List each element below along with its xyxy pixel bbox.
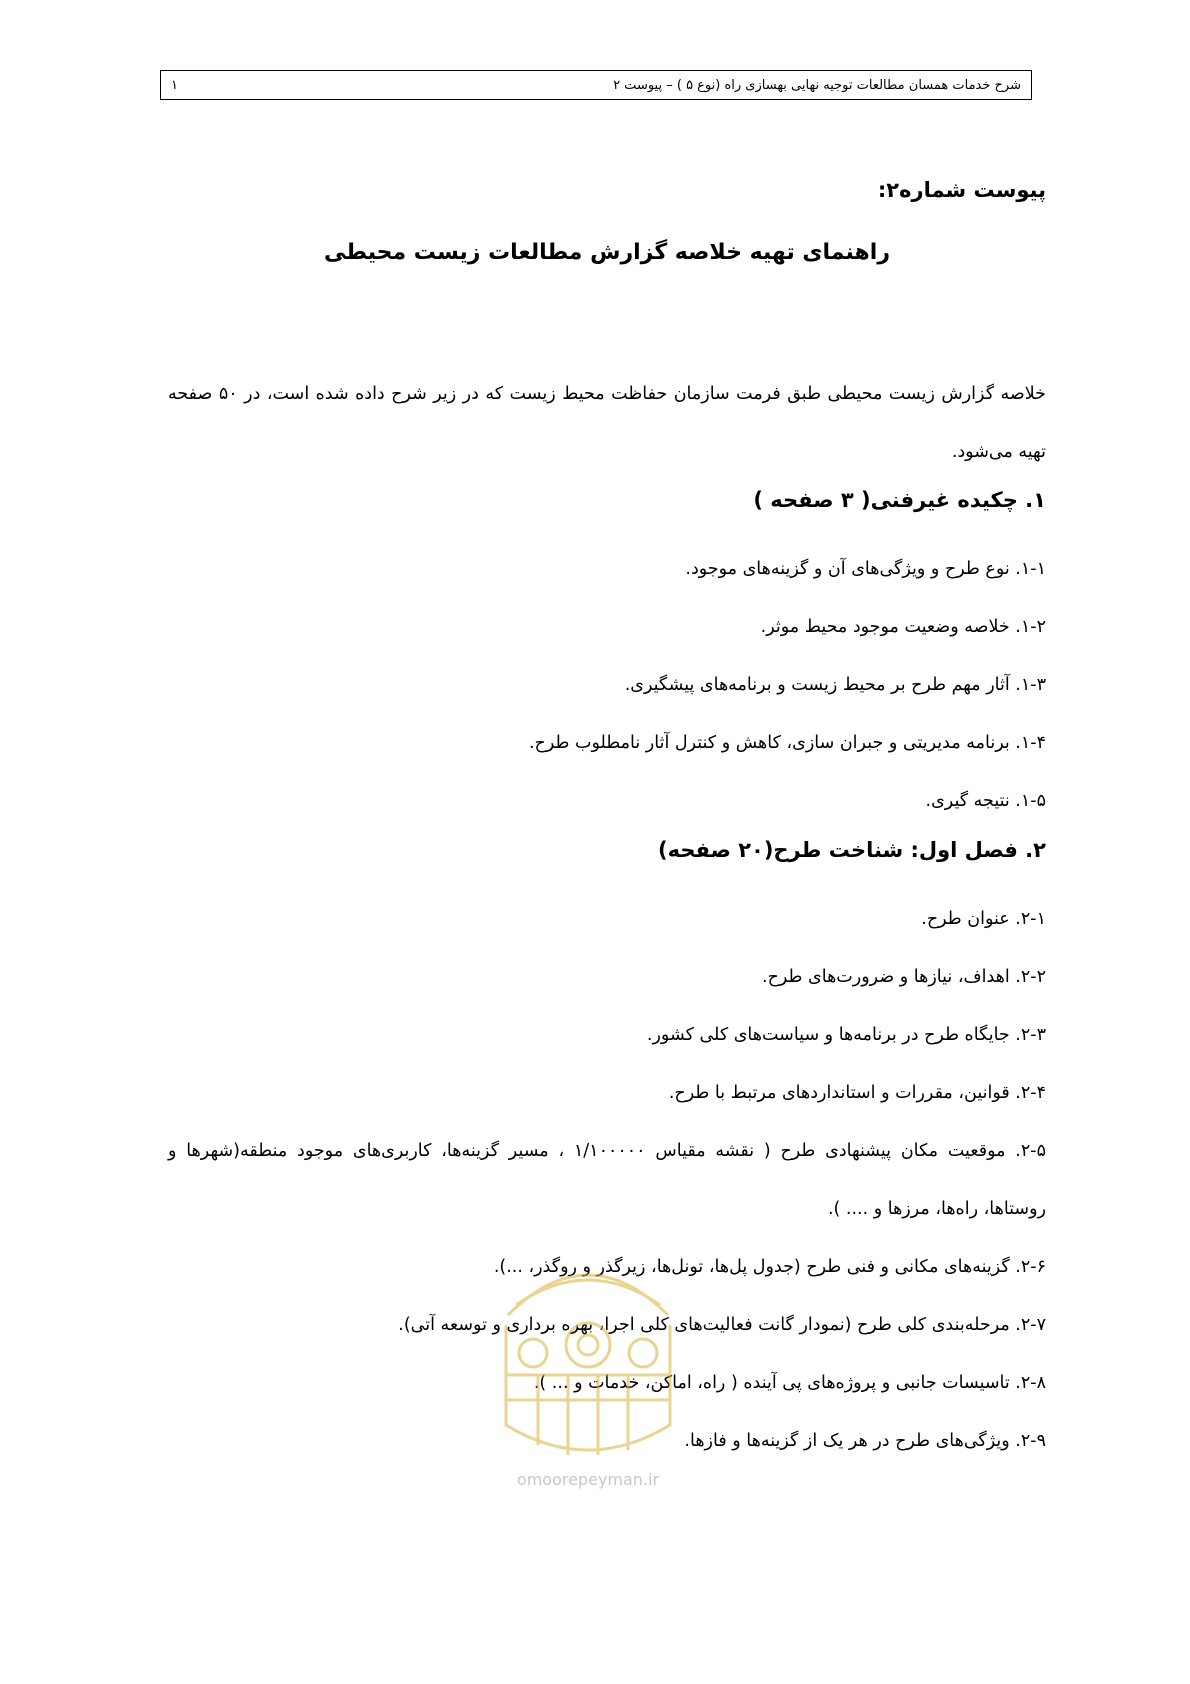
page-header [160,70,1032,100]
list-item: ۲-۸. تاسیسات جانبی و پروژه‌های پی آینده ( راه، اماکن، خدمات و ... ). [533,1373,1046,1393]
section-heading-2: ۲. فصل اول: شناخت طرح(۲۰ صفحه) [658,838,1046,862]
page-number: ۱ [171,77,178,93]
header-title: شرح خدمات همسان مطالعات توجیه نهایی بهسازی راه (نوع ۵ ) – پیوست ۲ [613,77,1021,93]
list-item: ۱-۵. نتیجه گیری. [925,791,1046,811]
intro-line-1: خلاصه گزارش زیست محیطی طبق فرمت سازمان حفاظت محیط زیست که در زیر شرح داده شده است، در ۵۰ صفحه [168,384,1046,404]
section-heading-1: ۱. چکیده غیرفنی( ۳ صفحه ) [753,488,1046,512]
list-item: ۲-۲. اهداف، نیازها و ضرورت‌های طرح. [762,967,1046,987]
intro-line-2: تهیه می‌شود. [951,442,1046,462]
list-item: ۲-۶. گزینه‌های مکانی و فنی طرح (جدول پل‌ها، تونل‌ها، زیرگذر و روگذر، ...). [493,1257,1046,1277]
appendix-title: پیوست شماره۲: [877,178,1046,202]
list-item: ۲-۳. جایگاه طرح در برنامه‌ها و سیاست‌های کلی کشور. [646,1025,1046,1045]
list-item: ۲-۴. قوانین، مقررات و استانداردهای مرتبط با طرح. [668,1083,1046,1103]
list-item: ۲-۱. عنوان طرح. [921,909,1046,929]
main-title: راهنمای تهیه خلاصه گزارش مطالعات زیست محیطی [324,240,890,265]
intro-paragraph [168,365,1046,481]
list-item: ۱-۱. نوع طرح و ویژگی‌های آن و گزینه‌های موجود. [685,559,1046,579]
list-item: ۱-۲. خلاصه وضعیت موجود محیط موثر. [760,617,1046,637]
list-item-line-1: ۲-۵. موقعیت مکان پیشنهادی طرح ( نقشه مقیاس ۱/۱۰۰۰۰۰ ، مسیر گزینه‌ها، کاربری‌های موجود منطقه(شهرها و [168,1141,1046,1161]
sections [168,480,1046,1470]
watermark-url: omoorepeyman.ir [516,1470,660,1489]
list-item-line-2: روستاها، راه‌ها، مرزها و .... ). [827,1199,1046,1219]
list-item: ۲-۹. ویژگی‌های طرح در هر یک از گزینه‌ها و فازها. [684,1431,1046,1451]
list-item: ۱-۳. آثار مهم طرح بر محیط زیست و برنامه‌های پیشگیری. [624,675,1046,695]
list-item: ۱-۴. برنامه مدیریتی و جبران سازی، کاهش و کنترل آثار نامطلوب طرح. [528,733,1046,753]
list-item [168,1122,1046,1238]
list-item: ۲-۷. مرحله‌بندی کلی طرح (نمودار گانت فعالیت‌های کلی اجرا، بهره برداری و توسعه آتی). [398,1315,1046,1335]
